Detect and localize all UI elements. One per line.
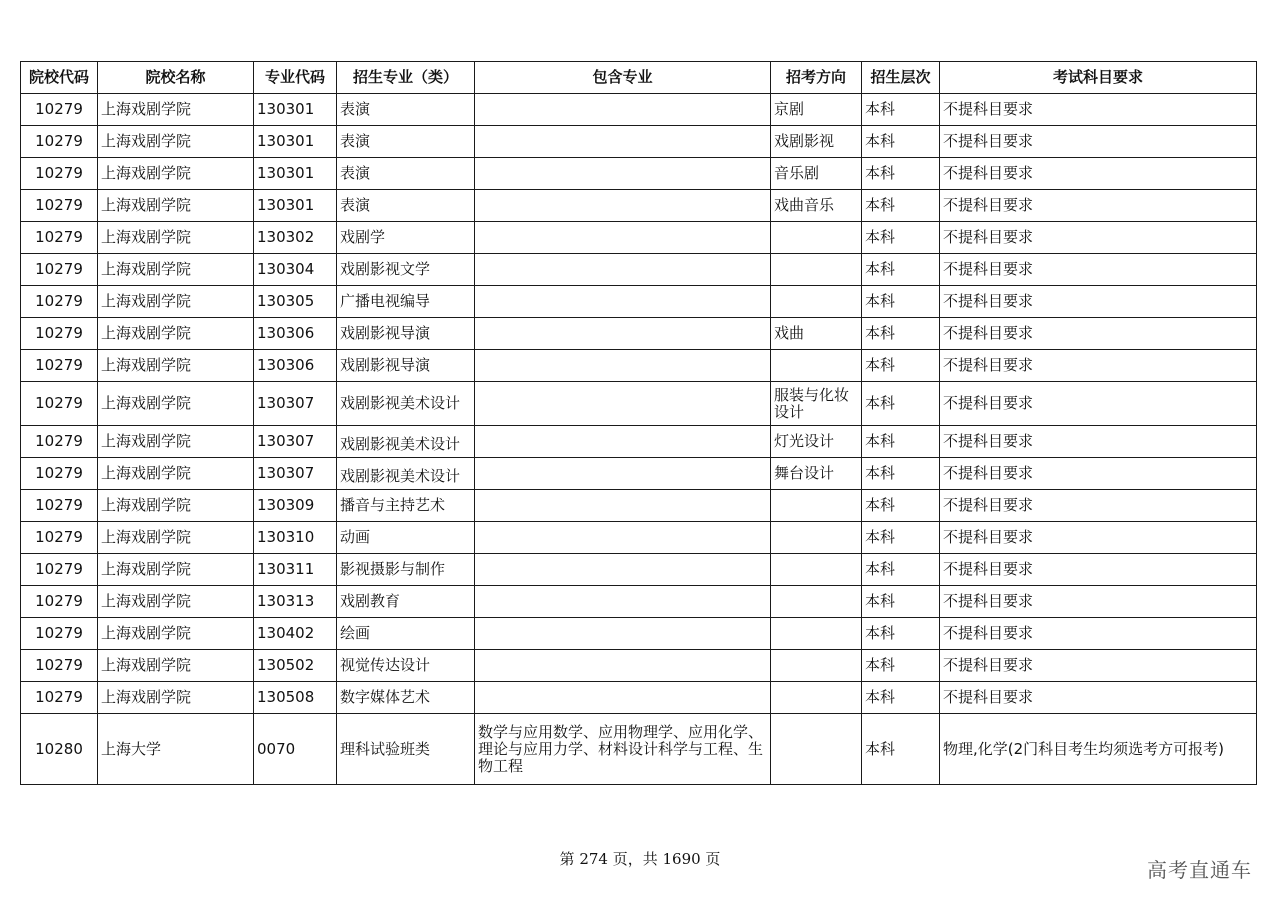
cell-subject-requirement: 不提科目要求 xyxy=(940,350,1257,382)
cell-level: 本科 xyxy=(862,458,940,490)
cell-included-majors xyxy=(475,682,771,714)
cell-major: 数字媒体艺术 xyxy=(337,682,475,714)
cell-subject-requirement: 不提科目要求 xyxy=(940,286,1257,318)
header-school-name: 院校名称 xyxy=(98,62,254,94)
cell-subject-requirement: 不提科目要求 xyxy=(940,490,1257,522)
cell-direction: 戏曲 xyxy=(771,318,862,350)
table-row xyxy=(21,554,1257,586)
cell-school-name: 上海戏剧学院 xyxy=(98,522,254,554)
cell-major-code: 130301 xyxy=(254,190,337,222)
cell-major-text: 戏剧影视美术设计 xyxy=(340,435,461,453)
table-row xyxy=(21,714,1257,785)
cell-school-name: 上海戏剧学院 xyxy=(98,554,254,586)
cell-included-majors xyxy=(475,554,771,586)
cell-level: 本科 xyxy=(862,350,940,382)
cell-major: 戏剧影视导演 xyxy=(337,350,475,382)
cell-subject-requirement: 不提科目要求 xyxy=(940,318,1257,350)
cell-included-majors xyxy=(475,522,771,554)
cell-major: 戏剧教育 xyxy=(337,586,475,618)
cell-level: 本科 xyxy=(862,158,940,190)
cell-included-majors xyxy=(475,190,771,222)
cell-included-majors xyxy=(475,126,771,158)
cell-level: 本科 xyxy=(862,490,940,522)
cell-direction xyxy=(771,222,862,254)
watermark-text: 高考直通车 xyxy=(1147,858,1252,882)
cell-school-name: 上海戏剧学院 xyxy=(98,158,254,190)
cell-included-majors xyxy=(475,382,771,426)
cell-major: 广播电视编导 xyxy=(337,286,475,318)
table-row xyxy=(21,458,1257,490)
cell-school-code: 10279 xyxy=(21,522,98,554)
cell-subject-requirement: 不提科目要求 xyxy=(940,190,1257,222)
cell-major-code: 130306 xyxy=(254,350,337,382)
cell-school-code: 10279 xyxy=(21,158,98,190)
table-row xyxy=(21,126,1257,158)
cell-subject-requirement: 不提科目要求 xyxy=(940,158,1257,190)
cell-school-name: 上海戏剧学院 xyxy=(98,682,254,714)
cell-level: 本科 xyxy=(862,382,940,426)
table-row xyxy=(21,586,1257,618)
cell-school-code: 10279 xyxy=(21,426,98,458)
cell-school-code: 10279 xyxy=(21,554,98,586)
cell-school-code: 10279 xyxy=(21,94,98,126)
table-row xyxy=(21,522,1257,554)
cell-school-code: 10279 xyxy=(21,382,98,426)
cell-school-name: 上海戏剧学院 xyxy=(98,350,254,382)
cell-included-majors xyxy=(475,222,771,254)
cell-school-name: 上海戏剧学院 xyxy=(98,254,254,286)
cell-major-code: 130305 xyxy=(254,286,337,318)
cell-included-majors xyxy=(475,94,771,126)
cell-direction xyxy=(771,586,862,618)
cell-school-code: 10279 xyxy=(21,286,98,318)
cell-direction xyxy=(771,286,862,318)
cell-direction: 戏剧影视 xyxy=(771,126,862,158)
cell-major-code: 130307 xyxy=(254,382,337,426)
cell-school-name: 上海戏剧学院 xyxy=(98,490,254,522)
cell-school-code: 10279 xyxy=(21,350,98,382)
cell-school-code: 10279 xyxy=(21,190,98,222)
header-direction: 招考方向 xyxy=(771,62,862,94)
cell-level: 本科 xyxy=(862,126,940,158)
cell-direction xyxy=(771,522,862,554)
cell-level: 本科 xyxy=(862,714,940,785)
cell-included-majors xyxy=(475,458,771,490)
cell-included-majors xyxy=(475,158,771,190)
cell-major: 动画 xyxy=(337,522,475,554)
cell-major: 戏剧影视导演 xyxy=(337,318,475,350)
table-row xyxy=(21,254,1257,286)
cell-direction xyxy=(771,618,862,650)
cell-school-name: 上海戏剧学院 xyxy=(98,286,254,318)
cell-school-code: 10279 xyxy=(21,458,98,490)
cell-level: 本科 xyxy=(862,522,940,554)
cell-level: 本科 xyxy=(862,586,940,618)
cell-subject-requirement: 不提科目要求 xyxy=(940,126,1257,158)
cell-level: 本科 xyxy=(862,554,940,586)
cell-major: 绘画 xyxy=(337,618,475,650)
cell-major-code: 130402 xyxy=(254,618,337,650)
cell-school-name: 上海戏剧学院 xyxy=(98,222,254,254)
cell-school-name: 上海戏剧学院 xyxy=(98,618,254,650)
cell-major: 播音与主持艺术 xyxy=(337,490,475,522)
cell-subject-requirement: 不提科目要求 xyxy=(940,586,1257,618)
cell-major: 视觉传达设计 xyxy=(337,650,475,682)
table-row xyxy=(21,382,1257,426)
cell-major-code: 130301 xyxy=(254,126,337,158)
cell-direction: 戏曲音乐 xyxy=(771,190,862,222)
cell-major-code: 130301 xyxy=(254,94,337,126)
cell-level: 本科 xyxy=(862,318,940,350)
cell-subject-requirement: 不提科目要求 xyxy=(940,426,1257,458)
cell-major xyxy=(337,458,475,490)
cell-direction xyxy=(771,350,862,382)
cell-direction: 灯光设计 xyxy=(771,426,862,458)
cell-school-code: 10279 xyxy=(21,650,98,682)
cell-school-code: 10279 xyxy=(21,682,98,714)
cell-school-code: 10280 xyxy=(21,714,98,785)
cell-subject-requirement: 不提科目要求 xyxy=(940,458,1257,490)
cell-major-code: 130307 xyxy=(254,458,337,490)
header-major-code: 专业代码 xyxy=(254,62,337,94)
cell-included-majors xyxy=(475,318,771,350)
cell-major-code: 130502 xyxy=(254,650,337,682)
cell-subject-requirement: 不提科目要求 xyxy=(940,254,1257,286)
cell-subject-requirement: 不提科目要求 xyxy=(940,618,1257,650)
cell-major xyxy=(337,426,475,458)
header-level: 招生层次 xyxy=(862,62,940,94)
cell-included-majors xyxy=(475,426,771,458)
cell-major-code: 130302 xyxy=(254,222,337,254)
cell-direction xyxy=(771,650,862,682)
cell-direction: 音乐剧 xyxy=(771,158,862,190)
cell-direction xyxy=(771,254,862,286)
cell-school-name: 上海戏剧学院 xyxy=(98,586,254,618)
cell-direction xyxy=(771,714,862,785)
cell-major: 影视摄影与制作 xyxy=(337,554,475,586)
cell-school-code: 10279 xyxy=(21,618,98,650)
cell-level: 本科 xyxy=(862,190,940,222)
cell-included-majors xyxy=(475,490,771,522)
cell-major: 表演 xyxy=(337,190,475,222)
cell-school-name: 上海戏剧学院 xyxy=(98,650,254,682)
cell-school-code: 10279 xyxy=(21,126,98,158)
cell-included-majors xyxy=(475,286,771,318)
cell-major-code: 0070 xyxy=(254,714,337,785)
cell-direction xyxy=(771,554,862,586)
cell-major-code: 130307 xyxy=(254,426,337,458)
cell-school-name: 上海戏剧学院 xyxy=(98,426,254,458)
cell-major: 戏剧影视美术设计 xyxy=(337,382,475,426)
table-header-row xyxy=(21,62,1257,94)
cell-major-code: 130304 xyxy=(254,254,337,286)
table-row xyxy=(21,350,1257,382)
header-included-majors: 包含专业 xyxy=(475,62,771,94)
cell-included-majors xyxy=(475,254,771,286)
cell-major-code: 130311 xyxy=(254,554,337,586)
cell-level: 本科 xyxy=(862,682,940,714)
cell-major-code: 130508 xyxy=(254,682,337,714)
table-row xyxy=(21,94,1257,126)
cell-subject-requirement: 不提科目要求 xyxy=(940,554,1257,586)
cell-school-code: 10279 xyxy=(21,586,98,618)
cell-subject-requirement: 不提科目要求 xyxy=(940,650,1257,682)
cell-school-code: 10279 xyxy=(21,254,98,286)
header-subject-requirement: 考试科目要求 xyxy=(940,62,1257,94)
table-row xyxy=(21,490,1257,522)
cell-level: 本科 xyxy=(862,426,940,458)
cell-level: 本科 xyxy=(862,286,940,318)
cell-level: 本科 xyxy=(862,222,940,254)
cell-subject-requirement: 不提科目要求 xyxy=(940,382,1257,426)
cell-direction xyxy=(771,490,862,522)
page-number: 第 274 页，共 1690 页 xyxy=(559,850,721,868)
cell-school-code: 10279 xyxy=(21,490,98,522)
cell-major: 表演 xyxy=(337,158,475,190)
cell-subject-requirement: 不提科目要求 xyxy=(940,522,1257,554)
table-row xyxy=(21,618,1257,650)
cell-major-code: 130310 xyxy=(254,522,337,554)
cell-major-code: 130301 xyxy=(254,158,337,190)
cell-school-code: 10279 xyxy=(21,222,98,254)
cell-major: 理科试验班类 xyxy=(337,714,475,785)
cell-level: 本科 xyxy=(862,254,940,286)
cell-major: 戏剧学 xyxy=(337,222,475,254)
cell-school-name: 上海戏剧学院 xyxy=(98,382,254,426)
table-row xyxy=(21,190,1257,222)
cell-school-name: 上海戏剧学院 xyxy=(98,94,254,126)
cell-subject-requirement: 不提科目要求 xyxy=(940,222,1257,254)
cell-direction xyxy=(771,682,862,714)
cell-included-majors xyxy=(475,618,771,650)
table-row xyxy=(21,682,1257,714)
cell-level: 本科 xyxy=(862,650,940,682)
cell-major-code: 130309 xyxy=(254,490,337,522)
cell-major: 表演 xyxy=(337,94,475,126)
table-row xyxy=(21,286,1257,318)
cell-subject-requirement: 物理,化学(2门科目考生均须选考方可报考) xyxy=(940,714,1257,785)
cell-included-majors xyxy=(475,586,771,618)
table-body xyxy=(21,94,1257,785)
cell-subject-requirement: 不提科目要求 xyxy=(940,682,1257,714)
cell-direction: 服装与化妆设计 xyxy=(771,382,862,426)
table-row xyxy=(21,318,1257,350)
cell-level: 本科 xyxy=(862,618,940,650)
cell-major-code: 130306 xyxy=(254,318,337,350)
table-row xyxy=(21,426,1257,458)
cell-major-code: 130313 xyxy=(254,586,337,618)
enrollment-table xyxy=(20,61,1257,785)
cell-level: 本科 xyxy=(862,94,940,126)
table-row xyxy=(21,222,1257,254)
cell-included-majors: 数学与应用数学、应用物理学、应用化学、理论与应用力学、材料设计科学与工程、生物工程 xyxy=(475,714,771,785)
header-school-code: 院校代码 xyxy=(21,62,98,94)
cell-school-name: 上海戏剧学院 xyxy=(98,458,254,490)
cell-school-name: 上海戏剧学院 xyxy=(98,318,254,350)
cell-school-code: 10279 xyxy=(21,318,98,350)
cell-school-name: 上海戏剧学院 xyxy=(98,126,254,158)
cell-included-majors xyxy=(475,350,771,382)
cell-major: 戏剧影视文学 xyxy=(337,254,475,286)
cell-school-name: 上海大学 xyxy=(98,714,254,785)
cell-direction: 京剧 xyxy=(771,94,862,126)
table-row xyxy=(21,650,1257,682)
cell-direction: 舞台设计 xyxy=(771,458,862,490)
cell-subject-requirement: 不提科目要求 xyxy=(940,94,1257,126)
cell-school-name: 上海戏剧学院 xyxy=(98,190,254,222)
cell-major-text: 戏剧影视美术设计 xyxy=(340,467,461,485)
header-major: 招生专业（类） xyxy=(337,62,475,94)
cell-major: 表演 xyxy=(337,126,475,158)
cell-included-majors xyxy=(475,650,771,682)
table-row xyxy=(21,158,1257,190)
